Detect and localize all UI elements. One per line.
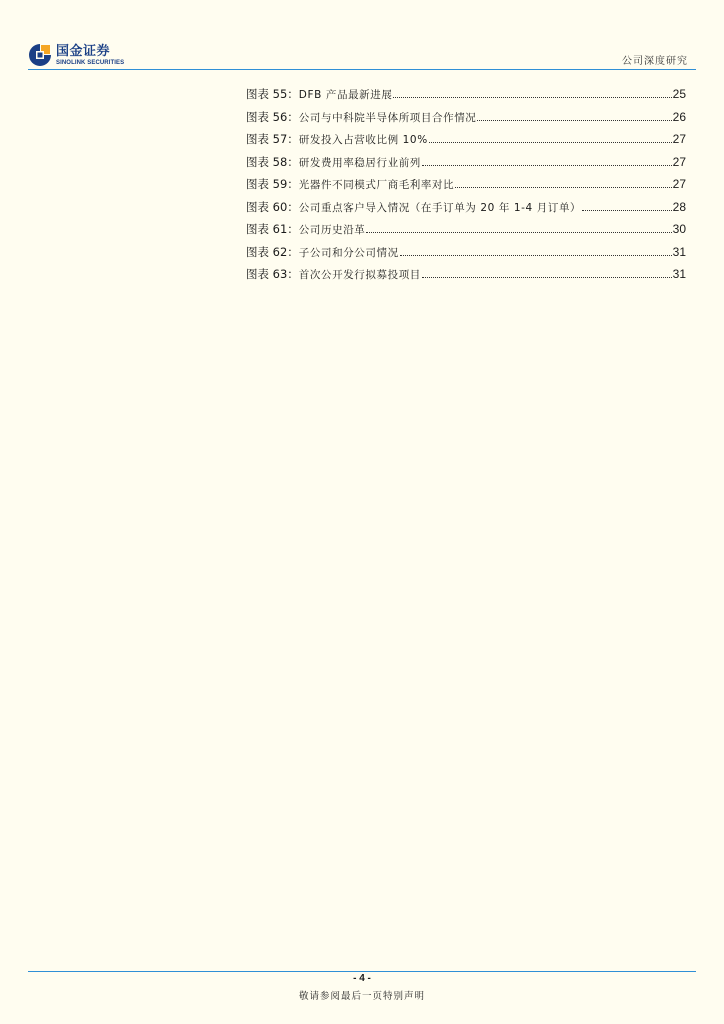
figure-table-of-contents	[246, 86, 686, 289]
toc-leader-dots	[422, 164, 672, 166]
footer-divider	[28, 971, 696, 972]
toc-entry[interactable]	[246, 154, 686, 177]
toc-entry-page: 25	[672, 87, 686, 101]
toc-leader-dots	[429, 141, 672, 143]
logo-chinese-name: 国金证券	[56, 43, 111, 59]
disclaimer-notice: 敬请参阅最后一页特别声明	[298, 991, 425, 1002]
toc-entry-title: 公司与中科院半导体所项目合作情况	[298, 111, 477, 124]
toc-entry-title: 公司重点客户导入情况（在手订单为 20 年 1-4 月订单）	[298, 201, 582, 214]
toc-entry-label: 图表 60：	[246, 199, 299, 214]
toc-entry-page: 27	[672, 154, 686, 169]
logo-mark-icon	[28, 43, 52, 67]
toc-leader-dots	[422, 276, 672, 278]
toc-entry-label: 图表 59：	[246, 177, 299, 191]
toc-entry-page: 27	[672, 177, 686, 191]
toc-leader-dots	[455, 186, 671, 188]
page-number: - 4 -	[353, 973, 371, 984]
toc-leader-dots	[393, 96, 671, 98]
toc-entry[interactable]	[246, 131, 686, 154]
toc-entry-page: 28	[672, 199, 686, 214]
toc-entry-page: 30	[672, 222, 686, 236]
logo-english-name: SINOLINK SECURITIES	[56, 59, 125, 66]
toc-entry[interactable]	[246, 86, 686, 109]
header-divider	[28, 69, 696, 70]
toc-entry-title: 公司历史沿革	[298, 224, 366, 236]
toc-entry[interactable]	[246, 109, 686, 132]
toc-entry[interactable]	[246, 266, 686, 289]
toc-entry-label: 图表 55：	[246, 87, 299, 101]
toc-entry-label: 图表 62：	[246, 244, 299, 259]
toc-entry[interactable]	[246, 221, 686, 244]
toc-leader-dots	[400, 254, 672, 256]
toc-entry[interactable]	[246, 199, 686, 222]
toc-entry-title: 研发费用率稳居行业前列	[298, 156, 421, 169]
toc-entry-page: 31	[672, 267, 686, 281]
toc-entry-title: DFB 产品最新进展	[298, 89, 393, 101]
toc-entry-title: 研发投入占营收比例 10%	[298, 134, 428, 146]
toc-entry-page: 31	[672, 244, 686, 259]
toc-entry-label: 图表 63：	[246, 267, 299, 281]
toc-entry-label: 图表 58：	[246, 154, 299, 169]
company-logo	[28, 40, 124, 70]
toc-leader-dots	[366, 231, 671, 233]
toc-entry-title: 子公司和分公司情况	[298, 246, 399, 259]
toc-leader-dots	[477, 119, 671, 121]
toc-entry-title: 光器件不同模式厂商毛利率对比	[298, 179, 455, 191]
toc-entry-label: 图表 61：	[246, 222, 299, 236]
toc-entry-label: 图表 56：	[246, 109, 299, 124]
toc-entry[interactable]	[246, 244, 686, 267]
toc-entry-page: 26	[672, 109, 686, 124]
report-type-label: 公司深度研究	[622, 56, 688, 67]
toc-leader-dots	[582, 209, 671, 211]
toc-entry-page: 27	[672, 132, 686, 146]
toc-entry[interactable]	[246, 176, 686, 199]
toc-entry-title: 首次公开发行拟募投项目	[298, 269, 421, 281]
page-header	[0, 0, 724, 72]
toc-entry-label: 图表 57：	[246, 132, 299, 146]
